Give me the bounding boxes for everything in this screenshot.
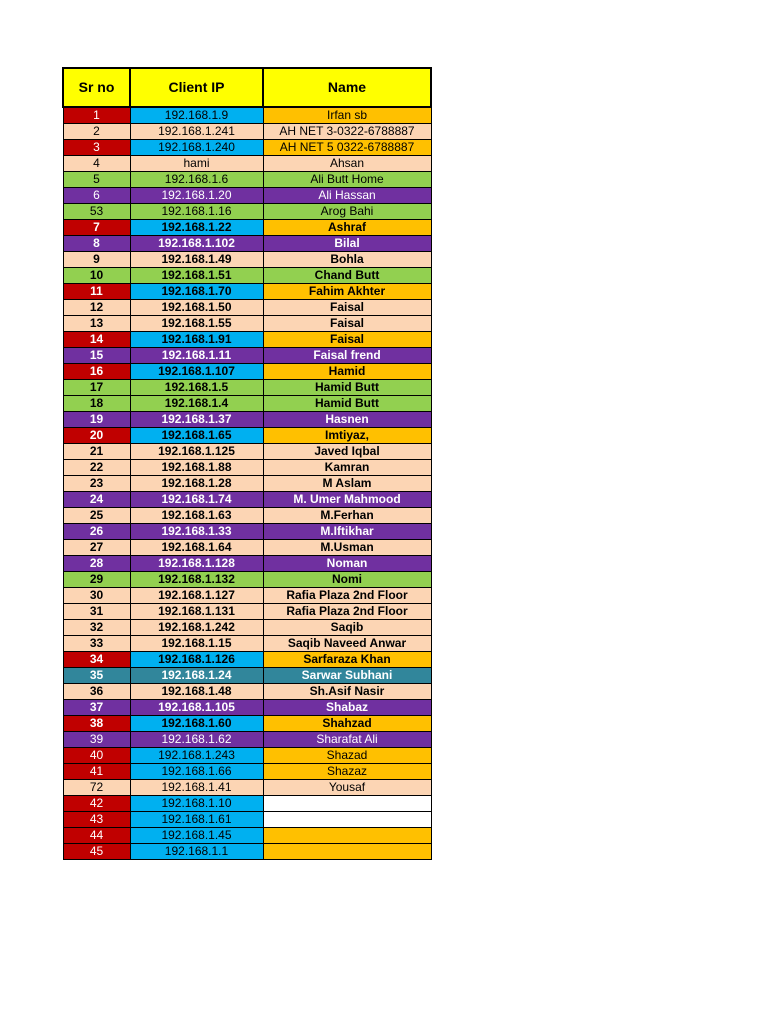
table-row — [63, 620, 431, 636]
table-row — [63, 540, 431, 556]
table-row — [63, 204, 431, 220]
table-header — [63, 68, 431, 107]
sr-no-cell: 36 — [63, 684, 130, 700]
sr-no-cell: 16 — [63, 364, 130, 380]
sr-no-cell: 72 — [63, 780, 130, 796]
table-row — [63, 492, 431, 508]
name-cell: Shahzad — [263, 716, 431, 732]
name-cell: Imtiyaz, — [263, 428, 431, 444]
sr-no-cell: 24 — [63, 492, 130, 508]
table-row — [63, 107, 431, 124]
client-ip-cell: 192.168.1.10 — [130, 796, 263, 812]
table-row — [63, 156, 431, 172]
sr-no-cell: 12 — [63, 300, 130, 316]
client-ip-cell: 192.168.1.132 — [130, 572, 263, 588]
sr-no-cell: 18 — [63, 396, 130, 412]
client-ip-cell: 192.168.1.48 — [130, 684, 263, 700]
name-cell: Ali Butt Home — [263, 172, 431, 188]
name-cell: Shazad — [263, 748, 431, 764]
table-row — [63, 636, 431, 652]
sr-no-cell: 25 — [63, 508, 130, 524]
name-cell: Shazaz — [263, 764, 431, 780]
sr-no-cell: 40 — [63, 748, 130, 764]
sr-no-cell: 22 — [63, 460, 130, 476]
client-ip-cell: 192.168.1.15 — [130, 636, 263, 652]
client-ip-cell: 192.168.1.22 — [130, 220, 263, 236]
client-ip-cell: 192.168.1.64 — [130, 540, 263, 556]
client-ip-cell: 192.168.1.24 — [130, 668, 263, 684]
client-ip-cell: 192.168.1.66 — [130, 764, 263, 780]
name-cell: Chand Butt — [263, 268, 431, 284]
table-row — [63, 140, 431, 156]
sr-no-cell: 8 — [63, 236, 130, 252]
name-cell: Fahim Akhter — [263, 284, 431, 300]
table-row — [63, 252, 431, 268]
sr-no-cell: 53 — [63, 204, 130, 220]
sr-no-cell: 10 — [63, 268, 130, 284]
sr-no-cell: 32 — [63, 620, 130, 636]
client-ip-cell: 192.168.1.5 — [130, 380, 263, 396]
client-ip-cell: 192.168.1.74 — [130, 492, 263, 508]
table-row — [63, 172, 431, 188]
table-row — [63, 476, 431, 492]
client-ip-cell: 192.168.1.4 — [130, 396, 263, 412]
client-ip-cell: 192.168.1.9 — [130, 107, 263, 124]
sr-no-cell: 1 — [63, 107, 130, 124]
client-ip-cell: 192.168.1.131 — [130, 604, 263, 620]
client-ip-cell: 192.168.1.1 — [130, 844, 263, 860]
table-row — [63, 332, 431, 348]
sr-no-cell: 33 — [63, 636, 130, 652]
name-cell: Faisal frend — [263, 348, 431, 364]
sr-no-cell: 9 — [63, 252, 130, 268]
client-ip-cell: 192.168.1.241 — [130, 124, 263, 140]
sr-no-cell: 21 — [63, 444, 130, 460]
table-row — [63, 684, 431, 700]
name-cell: Faisal — [263, 300, 431, 316]
client-ip-cell: 192.168.1.37 — [130, 412, 263, 428]
name-cell: Hasnen — [263, 412, 431, 428]
name-cell — [263, 796, 431, 812]
table-row — [63, 396, 431, 412]
client-ip-cell: 192.168.1.60 — [130, 716, 263, 732]
name-cell: Arog Bahi — [263, 204, 431, 220]
sr-no-cell: 38 — [63, 716, 130, 732]
name-cell: Shabaz — [263, 700, 431, 716]
table-row — [63, 300, 431, 316]
sr-no-cell: 20 — [63, 428, 130, 444]
header-row — [63, 68, 431, 107]
table-row — [63, 428, 431, 444]
sr-no-cell: 41 — [63, 764, 130, 780]
client-ip-cell: 192.168.1.11 — [130, 348, 263, 364]
sr-no-cell: 26 — [63, 524, 130, 540]
sr-no-cell: 7 — [63, 220, 130, 236]
sr-no-cell: 37 — [63, 700, 130, 716]
name-cell: Hamid Butt — [263, 396, 431, 412]
client-ip-cell: 192.168.1.243 — [130, 748, 263, 764]
table-row — [63, 588, 431, 604]
name-cell: Rafia Plaza 2nd Floor — [263, 604, 431, 620]
client-ip-header: Client IP — [130, 68, 263, 107]
name-cell: Yousaf — [263, 780, 431, 796]
table-row — [63, 652, 431, 668]
table-row — [63, 604, 431, 620]
name-cell: M.Ferhan — [263, 508, 431, 524]
client-ip-cell: 192.168.1.70 — [130, 284, 263, 300]
table-row — [63, 220, 431, 236]
client-ip-cell: 192.168.1.125 — [130, 444, 263, 460]
name-header: Name — [263, 68, 431, 107]
sr-no-cell: 5 — [63, 172, 130, 188]
name-cell: Faisal — [263, 332, 431, 348]
name-cell: Hamid — [263, 364, 431, 380]
sr-no-cell: 19 — [63, 412, 130, 428]
client-ip-cell: 192.168.1.20 — [130, 188, 263, 204]
sr-no-cell: 2 — [63, 124, 130, 140]
table-row — [63, 572, 431, 588]
client-ip-cell: 192.168.1.126 — [130, 652, 263, 668]
client-ip-cell: 192.168.1.62 — [130, 732, 263, 748]
table-row — [63, 732, 431, 748]
sr-no-cell: 6 — [63, 188, 130, 204]
table-row — [63, 284, 431, 300]
client-ip-cell: 192.168.1.128 — [130, 556, 263, 572]
client-ip-cell: 192.168.1.102 — [130, 236, 263, 252]
sr-no-cell: 31 — [63, 604, 130, 620]
name-cell: Irfan sb — [263, 107, 431, 124]
table-row — [63, 700, 431, 716]
sr-no-cell: 28 — [63, 556, 130, 572]
sr-no-cell: 43 — [63, 812, 130, 828]
table-row — [63, 828, 431, 844]
name-cell: M.Iftikhar — [263, 524, 431, 540]
table-body — [63, 107, 431, 860]
name-cell: Bilal — [263, 236, 431, 252]
name-cell: Hamid Butt — [263, 380, 431, 396]
client-ip-table — [62, 67, 432, 860]
client-ip-cell: 192.168.1.6 — [130, 172, 263, 188]
name-cell: Faisal — [263, 316, 431, 332]
table-row — [63, 748, 431, 764]
table-row — [63, 764, 431, 780]
client-ip-cell: 192.168.1.91 — [130, 332, 263, 348]
table-row — [63, 380, 431, 396]
table-row — [63, 316, 431, 332]
name-cell: Sarwar Subhani — [263, 668, 431, 684]
sr-no-header: Sr no — [63, 68, 130, 107]
client-ip-cell: 192.168.1.55 — [130, 316, 263, 332]
name-cell: Sh.Asif Nasir — [263, 684, 431, 700]
table-row — [63, 188, 431, 204]
sr-no-cell: 27 — [63, 540, 130, 556]
name-cell: Saqib Naveed Anwar — [263, 636, 431, 652]
client-ip-cell: 192.168.1.61 — [130, 812, 263, 828]
client-ip-cell: 192.168.1.50 — [130, 300, 263, 316]
client-ip-cell: 192.168.1.45 — [130, 828, 263, 844]
name-cell: Sharafat Ali — [263, 732, 431, 748]
client-ip-cell: 192.168.1.63 — [130, 508, 263, 524]
table-row — [63, 236, 431, 252]
table-row — [63, 412, 431, 428]
name-cell: AH NET 3-0322-6788887 — [263, 124, 431, 140]
sr-no-cell: 15 — [63, 348, 130, 364]
name-cell — [263, 812, 431, 828]
name-cell: Bohla — [263, 252, 431, 268]
name-cell: Rafia Plaza 2nd Floor — [263, 588, 431, 604]
client-ip-cell: 192.168.1.107 — [130, 364, 263, 380]
name-cell: Javed Iqbal — [263, 444, 431, 460]
name-cell — [263, 844, 431, 860]
sr-no-cell: 34 — [63, 652, 130, 668]
sr-no-cell: 44 — [63, 828, 130, 844]
name-cell: Sarfaraza Khan — [263, 652, 431, 668]
name-cell: Ali Hassan — [263, 188, 431, 204]
name-cell: AH NET 5 0322-6788887 — [263, 140, 431, 156]
sr-no-cell: 11 — [63, 284, 130, 300]
name-cell: Saqib — [263, 620, 431, 636]
client-ip-cell: 192.168.1.105 — [130, 700, 263, 716]
name-cell: Noman — [263, 556, 431, 572]
table-row — [63, 348, 431, 364]
client-ip-cell: 192.168.1.51 — [130, 268, 263, 284]
table-row — [63, 508, 431, 524]
client-ip-cell: 192.168.1.127 — [130, 588, 263, 604]
name-cell: Nomi — [263, 572, 431, 588]
client-ip-cell: 192.168.1.65 — [130, 428, 263, 444]
table-row — [63, 668, 431, 684]
sr-no-cell: 17 — [63, 380, 130, 396]
client-ip-cell: 192.168.1.16 — [130, 204, 263, 220]
sr-no-cell: 45 — [63, 844, 130, 860]
name-cell: M. Umer Mahmood — [263, 492, 431, 508]
table-row — [63, 364, 431, 380]
sr-no-cell: 35 — [63, 668, 130, 684]
sr-no-cell: 29 — [63, 572, 130, 588]
table-row — [63, 796, 431, 812]
table-row — [63, 716, 431, 732]
table-row — [63, 460, 431, 476]
client-ip-cell: hami — [130, 156, 263, 172]
table-row — [63, 556, 431, 572]
sr-no-cell: 30 — [63, 588, 130, 604]
sr-no-cell: 14 — [63, 332, 130, 348]
table-row — [63, 812, 431, 828]
table-row — [63, 268, 431, 284]
sr-no-cell: 39 — [63, 732, 130, 748]
client-ip-cell: 192.168.1.88 — [130, 460, 263, 476]
table-row — [63, 444, 431, 460]
name-cell: M Aslam — [263, 476, 431, 492]
sr-no-cell: 4 — [63, 156, 130, 172]
table-row — [63, 124, 431, 140]
sr-no-cell: 42 — [63, 796, 130, 812]
name-cell: Kamran — [263, 460, 431, 476]
sr-no-cell: 3 — [63, 140, 130, 156]
name-cell: Ahsan — [263, 156, 431, 172]
client-ip-cell: 192.168.1.33 — [130, 524, 263, 540]
table-row — [63, 844, 431, 860]
sr-no-cell: 23 — [63, 476, 130, 492]
table-row — [63, 780, 431, 796]
table-row — [63, 524, 431, 540]
name-cell: Ashraf — [263, 220, 431, 236]
client-ip-cell: 192.168.1.28 — [130, 476, 263, 492]
client-ip-cell: 192.168.1.240 — [130, 140, 263, 156]
name-cell: M.Usman — [263, 540, 431, 556]
name-cell — [263, 828, 431, 844]
client-ip-cell: 192.168.1.41 — [130, 780, 263, 796]
sr-no-cell: 13 — [63, 316, 130, 332]
client-ip-cell: 192.168.1.242 — [130, 620, 263, 636]
client-ip-cell: 192.168.1.49 — [130, 252, 263, 268]
